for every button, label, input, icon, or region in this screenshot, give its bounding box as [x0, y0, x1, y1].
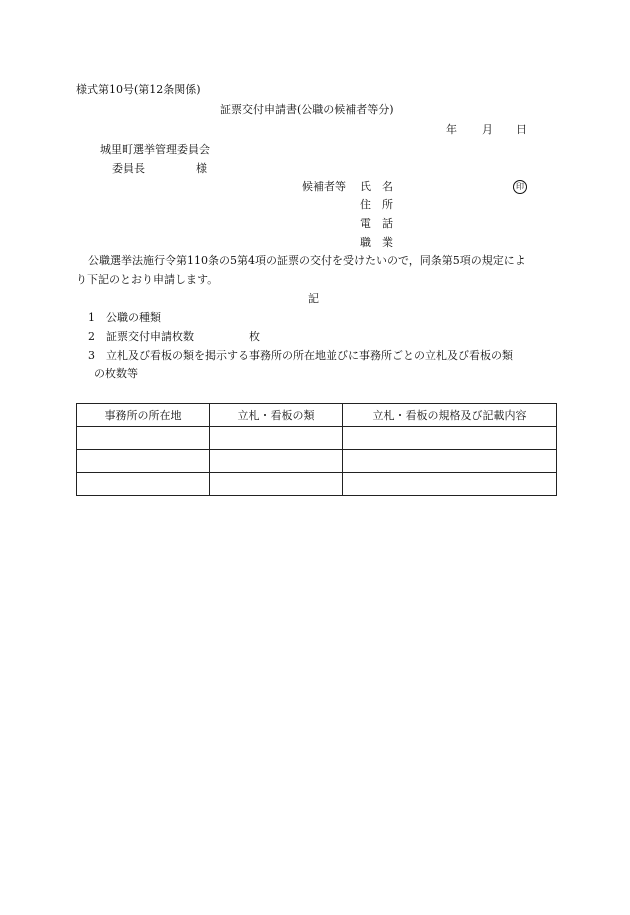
seal-icon: 印 — [513, 180, 527, 194]
applicant-address-label: 住 所 — [360, 198, 393, 211]
body-text-line2: り下記のとおり申請します。 — [76, 273, 219, 286]
addressee-chair: 委員長 — [112, 162, 145, 175]
applicant-occupation-label: 職 業 — [360, 236, 393, 249]
table-cell[interactable] — [77, 473, 210, 496]
date-year: 年 — [446, 123, 457, 136]
table-header-cell: 立札・看板の類 — [210, 404, 343, 427]
table-header-cell: 事務所の所在地 — [77, 404, 210, 427]
body-text-line1: 公職選挙法施行令第110条の5第4項の証票の交付を受けたいので，同条第5項の規定によ — [88, 254, 526, 267]
item-number: 1 — [88, 311, 95, 324]
addressee-honorific: 様 — [196, 162, 207, 175]
ki-heading: 記 — [308, 292, 319, 305]
item-text: 公職の種類 — [106, 311, 161, 324]
table-cell[interactable] — [77, 427, 210, 450]
applicant-label: 候補者等 — [302, 180, 346, 193]
table-cell[interactable] — [210, 450, 343, 473]
addressee-committee: 城里町選挙管理委員会 — [100, 143, 210, 156]
table-header-row — [77, 404, 557, 427]
table-header-cell: 立札・看板の規格及び記載内容 — [343, 404, 557, 427]
table-cell[interactable] — [343, 473, 557, 496]
applicant-phone-label: 電 話 — [360, 217, 393, 230]
item-unit: 枚 — [249, 330, 260, 343]
item-text: 証票交付申請枚数 — [106, 330, 194, 343]
table-cell[interactable] — [210, 427, 343, 450]
item-number: 2 — [88, 330, 95, 343]
date-day: 日 — [516, 123, 527, 136]
table-row — [77, 427, 557, 450]
table-cell[interactable] — [210, 473, 343, 496]
date-month: 月 — [482, 123, 493, 136]
table-cell[interactable] — [77, 450, 210, 473]
applicant-name-label: 氏 名 — [360, 180, 393, 193]
item-text-continued: の枚数等 — [94, 367, 138, 380]
form-number: 様式第10号(第12条関係) — [76, 83, 201, 96]
item-text: 立札及び看板の類を掲示する事務所の所在地並びに事務所ごとの立札及び看板の類 — [106, 349, 513, 362]
form-title: 証票交付申請書(公職の候補者等分) — [220, 103, 394, 116]
table-row — [77, 473, 557, 496]
table-cell[interactable] — [343, 450, 557, 473]
table-cell[interactable] — [343, 427, 557, 450]
office-table — [76, 403, 557, 496]
table-row — [77, 450, 557, 473]
item-number: 3 — [88, 349, 95, 362]
